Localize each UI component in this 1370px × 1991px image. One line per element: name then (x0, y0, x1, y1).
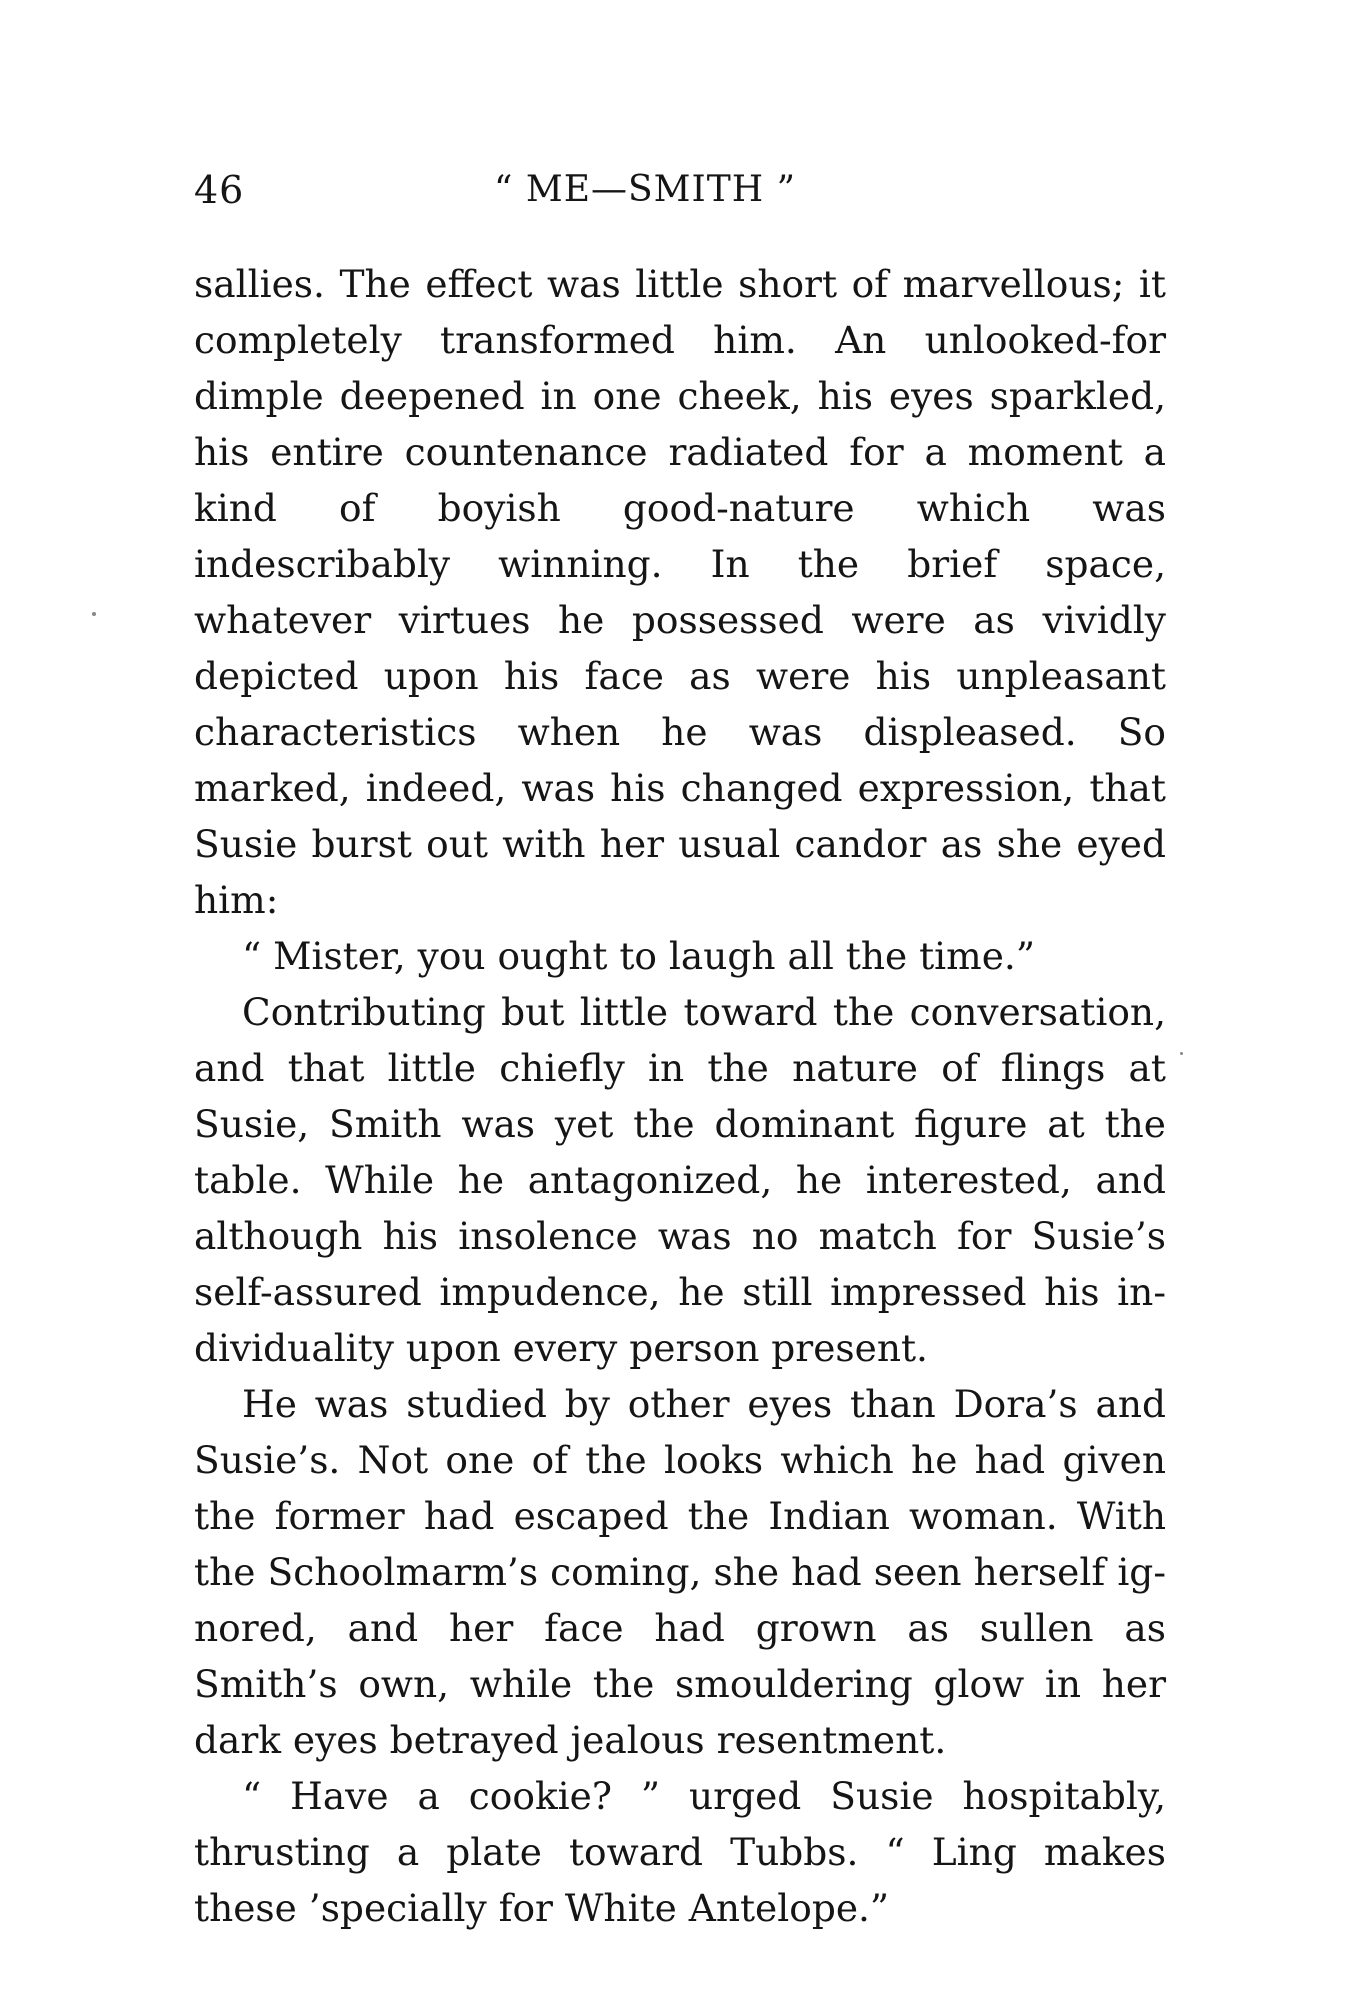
paper-speck (92, 612, 96, 616)
running-title: “ ME—SMITH ” (494, 169, 796, 210)
paragraph-1: sallies. The effect was little short of marvellous; it completely transformed him. An unlooked-for dimple deepened in one cheek, his eyes sparkled, his entire countenance radiated for a moment a kind of boyish good-nature which was indescribably winning. In the brief space, whatever virtues he possessed were as vividly depicted upon his face as were his unpleasant characteristics when he was displeased. So marked, indeed, was his changed expression, that Susie burst out with her usual candor as she eyed him: (194, 262, 1166, 922)
paragraph-5: “ Have a cookie? ” urged Susie hospitably, thrusting a plate toward Tubbs. “ Ling makes these ’specially for White Antelope.” (194, 1774, 1166, 1930)
body-text (194, 256, 1166, 1936)
page-number: 46 (194, 168, 245, 212)
paragraph-4: He was studied by other eyes than Dora’s and Susie’s. Not one of the looks which he had given the former had escaped the Indian woman. With the Schoolmarm’s coming, she had seen herself ignored, and her face had grown as sullen as Smith’s own, while the smouldering glow in her dark eyes betrayed jealous resentment. (194, 1382, 1166, 1762)
page-header (194, 162, 1174, 218)
paper-speck (1180, 1052, 1183, 1055)
paragraph-2: “ Mister, you ought to laugh all the time.” (242, 934, 1035, 978)
paragraph-3: Contributing but little toward the conversation, and that little chiefly in the nature of flings at Susie, Smith was yet the dominant figure at the table. While he antagonized, he interested, and although his insolence was no match for Susie’s self-assured impudence, he still impressed his individuality upon every person present. (194, 990, 1166, 1370)
